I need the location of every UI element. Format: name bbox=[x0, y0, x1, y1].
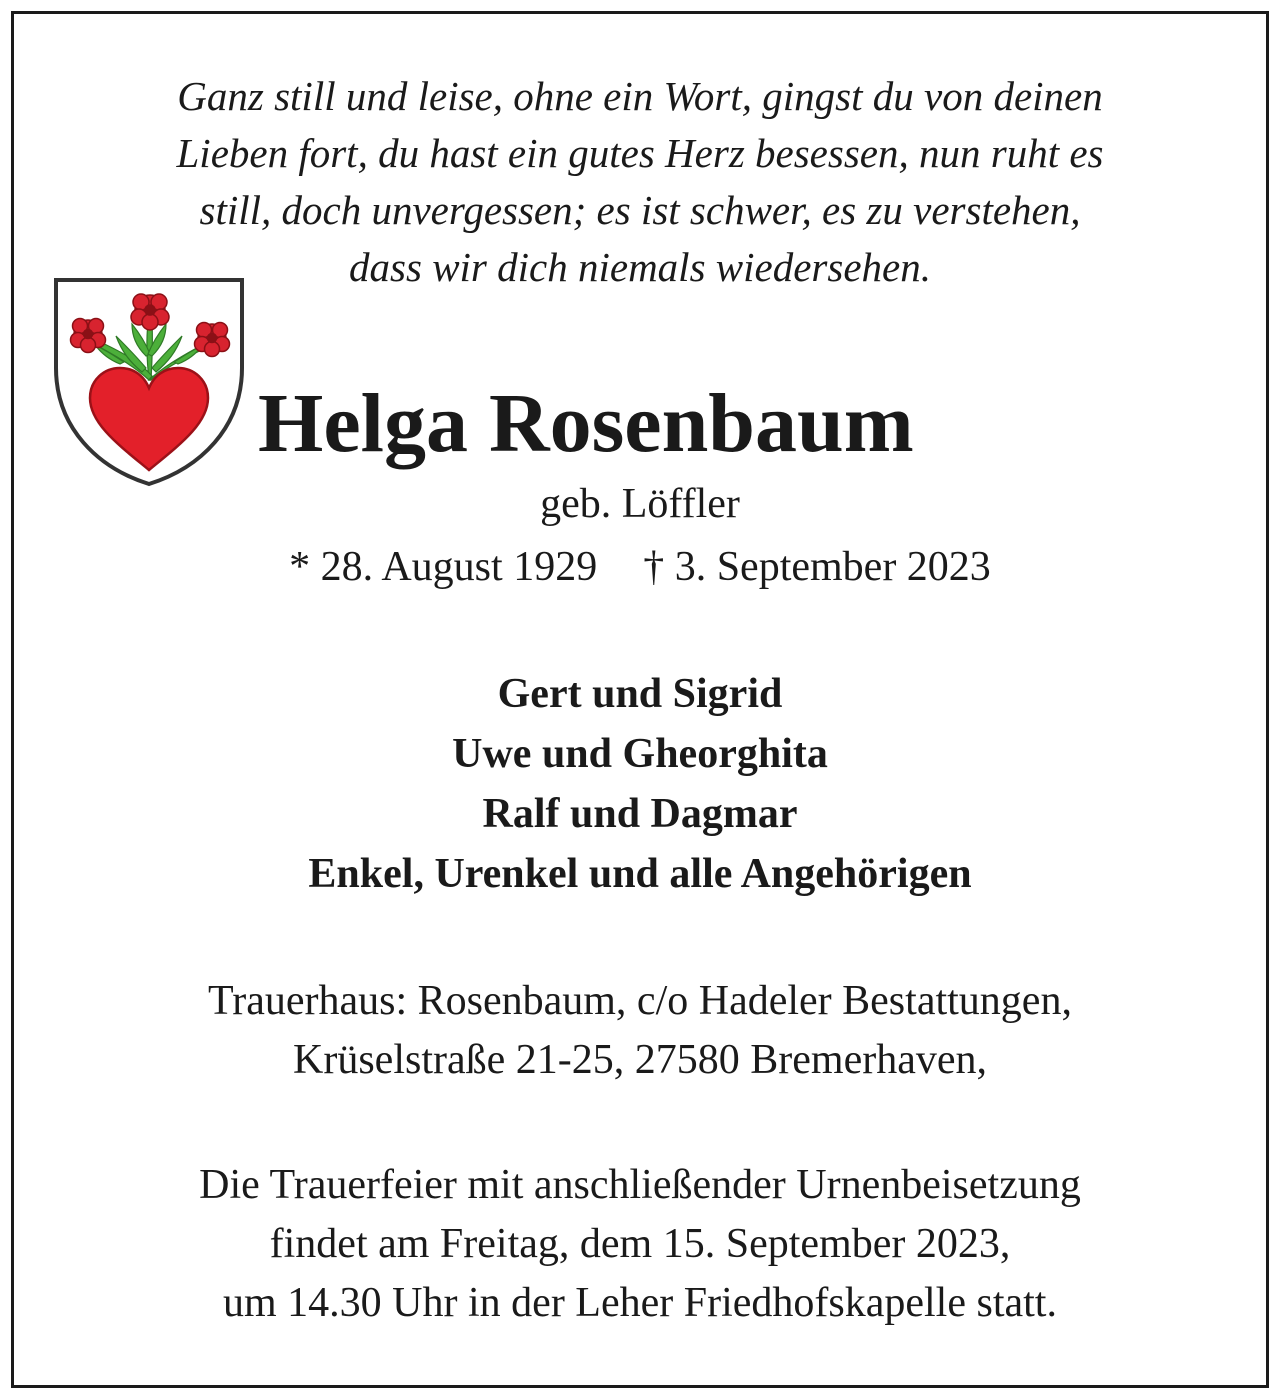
ceremony-line: Die Trauerfeier mit anschließender Urnenbeisetzung bbox=[199, 1162, 1081, 1208]
coat-of-arms-heart-carnations-icon bbox=[50, 276, 248, 488]
ceremony-line: findet am Freitag, dem 15. September 2023, bbox=[269, 1221, 1011, 1267]
mourning-house-address bbox=[0, 972, 1280, 1090]
death-date: † 3. September 2023 bbox=[643, 544, 991, 590]
mourner-line: Uwe und Gheorghita bbox=[452, 731, 828, 777]
mourner-line: Ralf und Dagmar bbox=[482, 791, 798, 837]
address-line: Trauerhaus: Rosenbaum, c/o Hadeler Bestattungen, bbox=[208, 978, 1072, 1024]
ceremony-line: um 14.30 Uhr in der Leher Friedhofskapelle statt. bbox=[223, 1280, 1057, 1326]
born-name: geb. Löffler bbox=[540, 481, 740, 527]
poem-line: dass wir dich niemals wiedersehen. bbox=[349, 244, 931, 290]
poem-line: Lieben fort, du hast ein gutes Herz besessen, nun ruht es bbox=[176, 130, 1104, 176]
deceased-name: Helga Rosenbaum bbox=[258, 377, 914, 470]
poem-line: still, doch unvergessen; es ist schwer, es zu verstehen, bbox=[199, 187, 1081, 233]
mourner-line: Enkel, Urenkel und alle Angehörigen bbox=[308, 851, 972, 897]
poem-line: Ganz still und leise, ohne ein Wort, gingst du von deinen bbox=[177, 73, 1103, 119]
poem bbox=[0, 68, 1280, 296]
birth-date: * 28. August 1929 bbox=[289, 544, 598, 590]
mourners-list bbox=[0, 664, 1280, 904]
life-dates bbox=[0, 540, 1280, 594]
ceremony-notice bbox=[0, 1156, 1280, 1333]
mourner-line: Gert und Sigrid bbox=[497, 671, 783, 717]
address-line: Krüselstraße 21-25, 27580 Bremerhaven, bbox=[293, 1037, 987, 1083]
